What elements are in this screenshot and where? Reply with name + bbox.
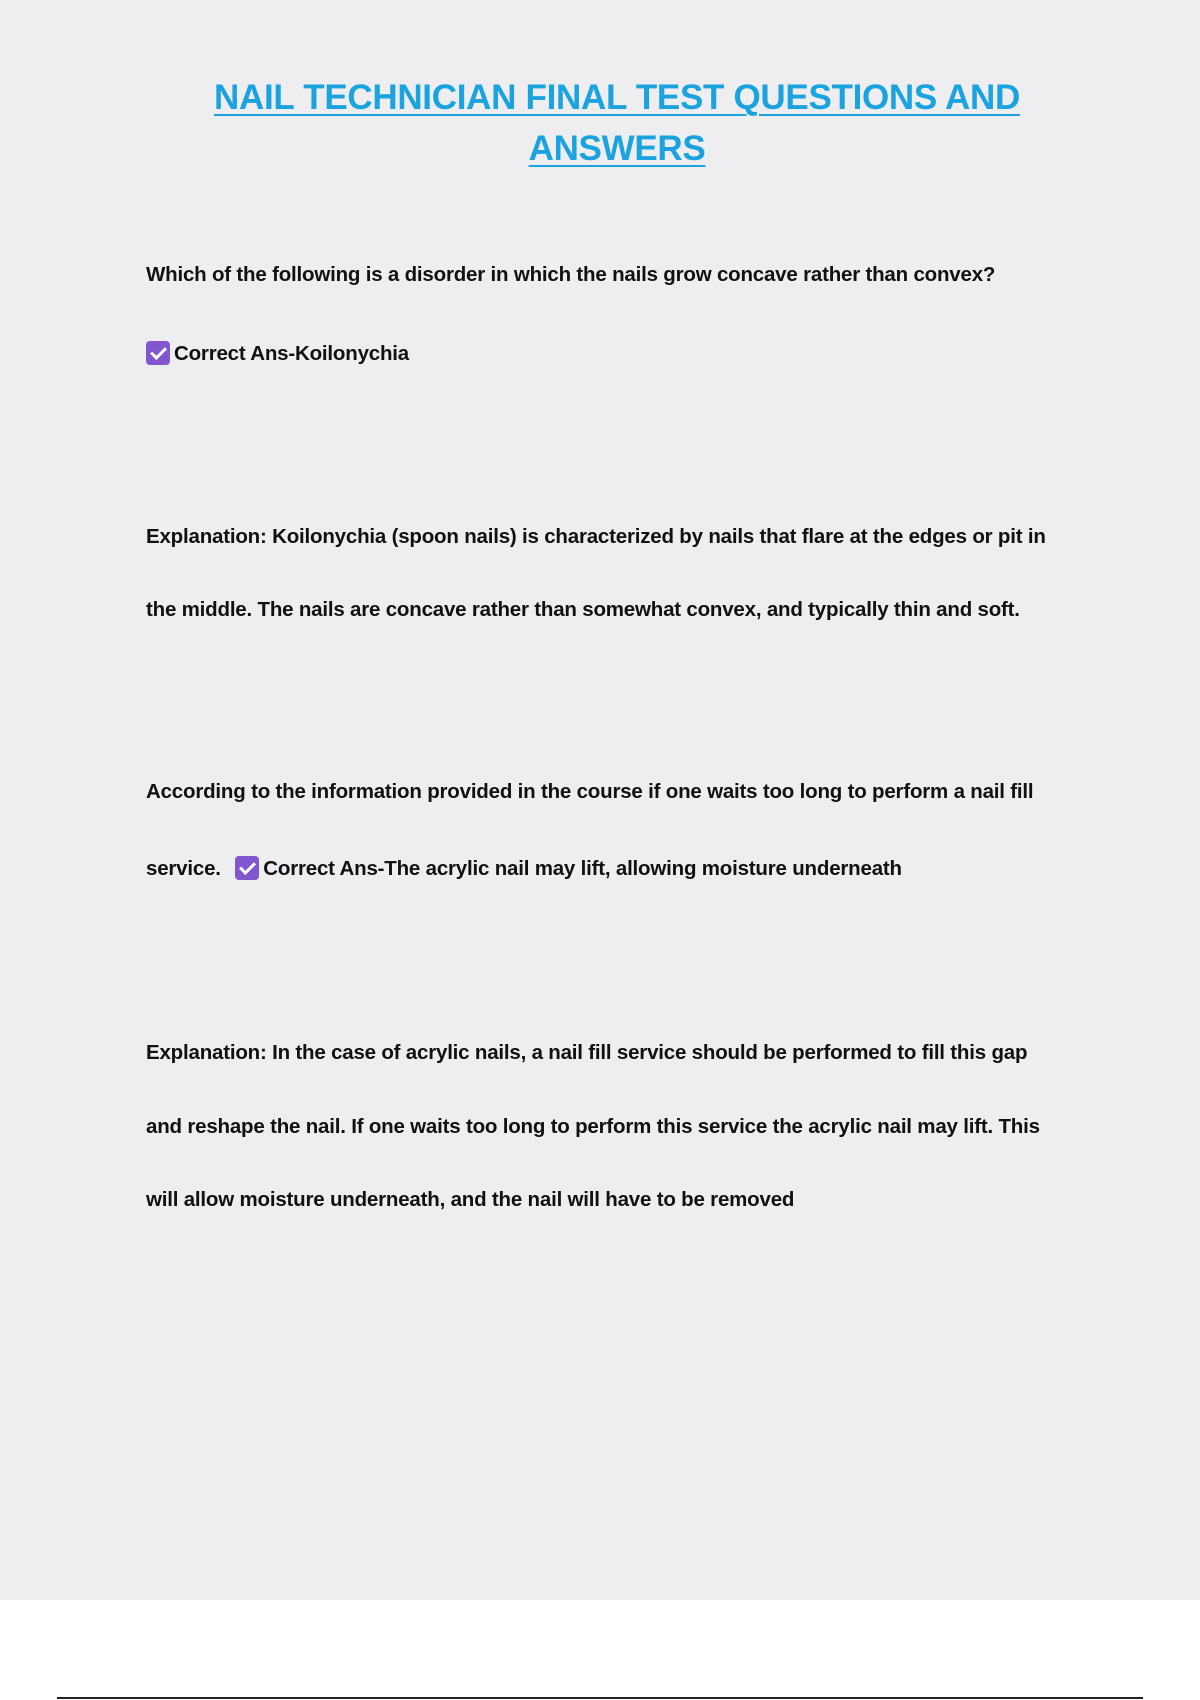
explanation-1-line-2: the middle. The nails are concave rather than somewhat convex, and typically thin and soft. [146,598,1020,621]
question-2-line-2 [146,854,902,884]
checkbox-checked-icon [146,341,170,365]
title-line-2: ANSWERS [528,129,706,168]
document-title [150,72,1084,174]
question-2-line-1: According to the information provided in the course if one waits too long to perform a nail fill [146,780,1034,803]
title-line-1: NAIL TECHNICIAN FINAL TEST QUESTIONS AND [214,78,1020,117]
question-2-line-2-text: service. [146,857,221,880]
explanation-2-line-1: Explanation: In the case of acrylic nails, a nail fill service should be performed to fill this gap [146,1041,1028,1064]
answer-2-text: Correct Ans-The acrylic nail may lift, allowing moisture underneath [263,857,902,880]
explanation-1-line-1: Explanation: Koilonychia (spoon nails) is characterized by nails that flare at the edges or pit in [146,525,1046,548]
explanation-2-line-2: and reshape the nail. If one waits too long to perform this service the acrylic nail may lift. This [146,1115,1040,1138]
answer-1 [146,339,409,369]
footer-divider [57,1697,1143,1699]
checkbox-checked-icon [235,856,259,880]
answer-1-text: Correct Ans-Koilonychia [174,342,409,365]
question-1: Which of the following is a disorder in which the nails grow concave rather than convex? [146,263,996,286]
explanation-2-line-3: will allow moisture underneath, and the nail will have to be removed [146,1188,795,1211]
